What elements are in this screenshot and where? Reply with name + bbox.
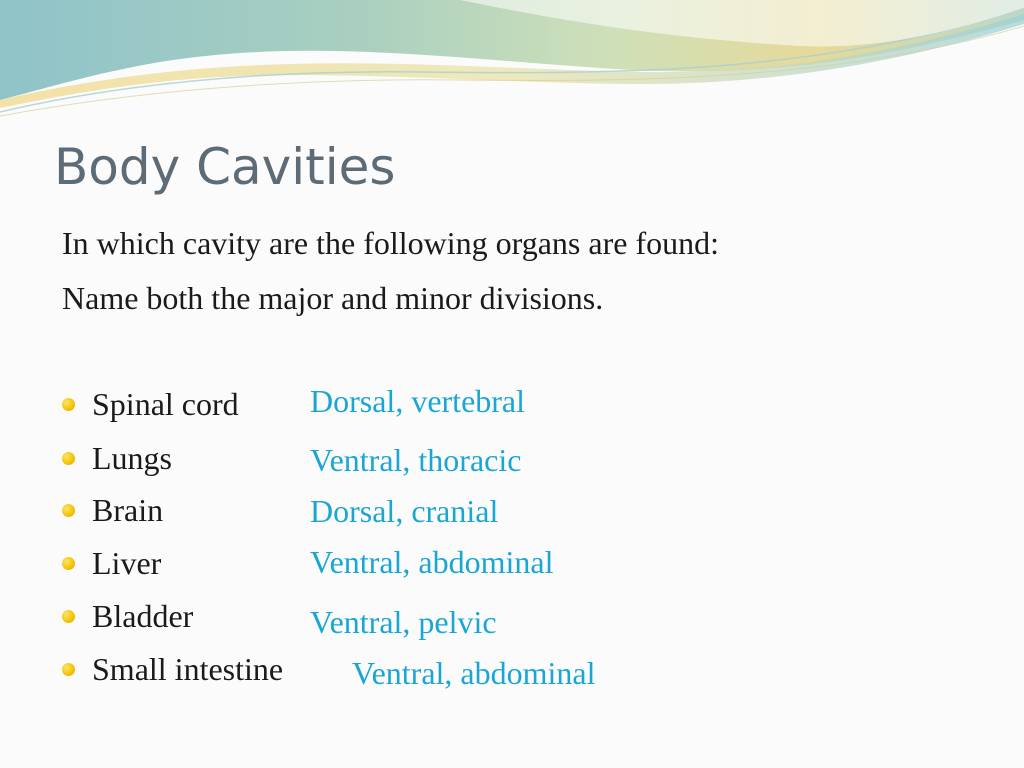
intro-question: In which cavity are the following organs are found:	[62, 225, 719, 261]
bullet-dot-icon	[62, 504, 75, 517]
answer-liver: Ventral, abdominal	[310, 544, 554, 580]
answer-brain: Dorsal, cranial	[310, 493, 499, 529]
list-item-lungs	[62, 438, 172, 478]
bullet-dot-icon	[62, 663, 75, 676]
organ-label: Brain	[92, 492, 164, 528]
answer-bladder: Ventral, pelvic	[310, 604, 497, 640]
page-title: Body Cavities	[54, 138, 396, 196]
bullet-dot-icon	[62, 452, 75, 465]
organ-label: Lungs	[92, 440, 172, 476]
answer-lungs: Ventral, thoracic	[310, 442, 522, 478]
answer-spinal-cord: Dorsal, vertebral	[310, 383, 526, 419]
intro-instruction: Name both the major and minor divisions.	[62, 280, 604, 316]
answer-small-intestine: Ventral, abdominal	[352, 655, 596, 691]
list-item-liver	[62, 543, 161, 583]
organ-label: Spinal cord	[92, 386, 239, 422]
organ-label: Small intestine	[92, 651, 284, 687]
bullet-dot-icon	[62, 610, 75, 623]
organ-label: Liver	[92, 545, 162, 581]
bullet-dot-icon	[62, 557, 75, 570]
list-item-spinal-cord	[62, 384, 239, 424]
wave-decoration-icon	[0, 0, 1024, 130]
organ-label: Bladder	[92, 598, 194, 634]
list-item-brain	[62, 490, 163, 530]
list-item-bladder	[62, 596, 193, 636]
list-item-small-intestine	[62, 649, 283, 689]
bullet-dot-icon	[62, 398, 75, 411]
